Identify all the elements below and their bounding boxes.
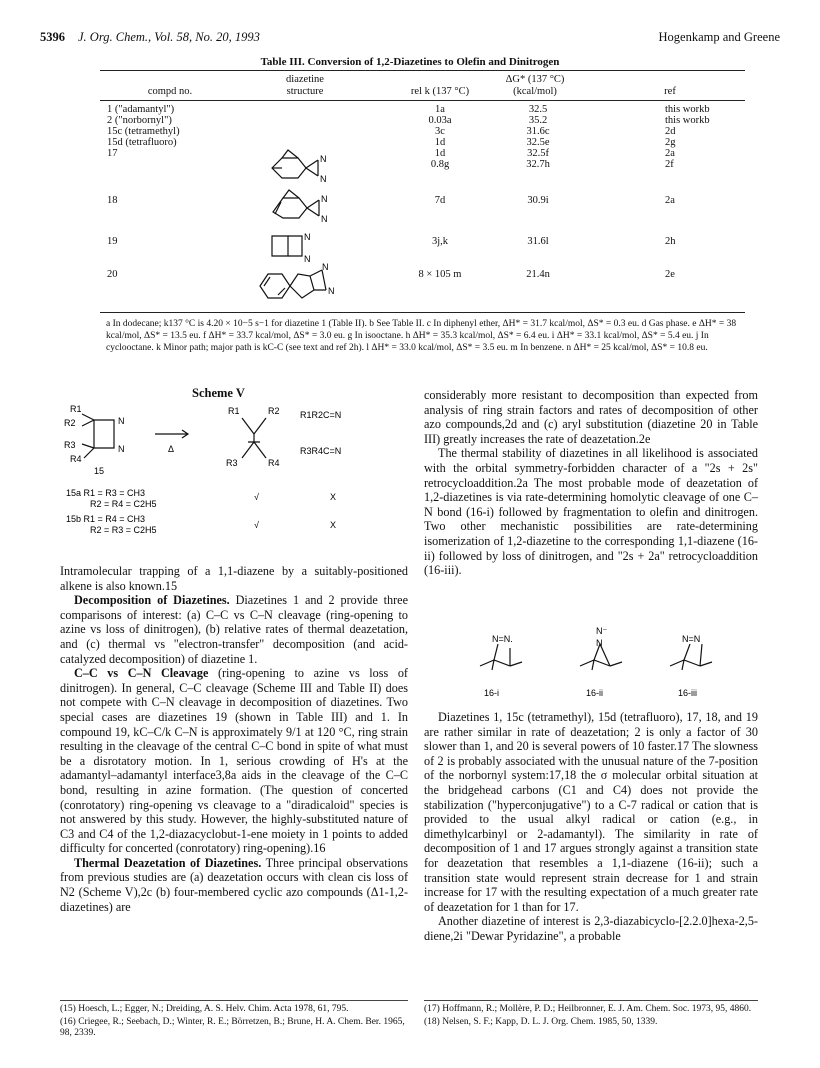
reference: (16) Criegee, R.; Seebach, D.; Winter, R. E.; Börretzen, B.; Brune, H. A. Chem. Ber. 1965, 98, 2339. bbox=[60, 1016, 405, 1038]
table-header-rule bbox=[100, 100, 745, 101]
compound-label: 15 bbox=[94, 466, 105, 476]
reference: (17) Hoffmann, R.; Mollère, P. D.; Heilbronner, E. J. Am. Chem. Soc. 1973, 95, 4860. bbox=[424, 1004, 752, 1014]
cross-mark: X bbox=[330, 520, 337, 530]
atom-n: N=N. bbox=[492, 634, 513, 644]
table-cell-ref: 2e bbox=[665, 269, 675, 280]
paragraph: Another diazetine of interest is 2,3-diazabicyclo-[2.2.0]hexa-2,5-diene,2i "Dewar Pyridazine", a probable bbox=[424, 914, 758, 943]
atom-n: N bbox=[118, 444, 125, 454]
table-top-rule bbox=[100, 70, 745, 71]
olefin-r4: R4 bbox=[268, 458, 280, 468]
atom-n: N bbox=[321, 214, 328, 224]
table-cell-ref: 2a bbox=[665, 195, 675, 206]
table-cell-dg: 32.5f bbox=[527, 148, 549, 159]
substituent-r3: R3 bbox=[64, 440, 76, 450]
paragraph: Decomposition of Diazetines. Diazetines 1 and 2 provide three comparisons of interest: (a) C–C vs C–N cleavage (ring-opening to azine vs loss of dinitrogen), (b) relative rates of thermal deazetation, and (c) thermal vs "electron-transfer" decomposition (and acid-catalyzed decomposition) of diazetine 1. bbox=[60, 593, 409, 666]
atom-n: N bbox=[596, 638, 603, 648]
structure-20 bbox=[254, 262, 344, 310]
running-authors: Hogenkamp and Greene bbox=[658, 30, 780, 44]
table-cell-dg: 31.6l bbox=[527, 236, 549, 247]
table-cell-ref: 2f bbox=[665, 159, 674, 170]
paragraph: C–C vs C–N Cleavage (ring-opening to azine vs loss of dinitrogen). In general, C–C cleavage (Scheme III and Table II) does not compete with C–N cleavage in decomposition of diazetines. Two special cases are diazetines 19 (shown in Table III) and 1. In compound 19, kC–C/k C–N is approximately 9/1 at 120 °C, ring strain resulting in the cleavage of the central C–C bond in spite of what must be a disrotatory motion. In 1, serious crowding of H's at the adamantyl–adamantyl interface3,8a aids in the cleavage of the C–C bond, resulting in azine formation. (The question of concerted (conrotatory) ring-opening vs cleavage to a "diradicaloid" species is not answered by this study. However, the highly-substituted nature of C3 and C4 of the 1,2-diazacyclobut-1-ene moiety in 1 points to added difficulty for concerted (conrotatory) ring-opening).16 bbox=[60, 666, 408, 856]
cross-mark: X bbox=[330, 492, 337, 502]
table-title: Table III. Conversion of 1,2-Diazetines to Olefin and Dinitrogen bbox=[260, 56, 560, 68]
paragraph: considerably more resistant to decomposition than expected from analysis of ring strain factors and rates of decomposition of other azo compounds,2d and (c) aryl substitution (diazetine 20 in Table III) greatly increases the rate of deazetation.2e bbox=[424, 388, 758, 446]
table-cell-compd: 20 bbox=[107, 269, 118, 280]
table-cell-dg: 32.5 bbox=[528, 104, 548, 115]
atom-n: N bbox=[322, 262, 329, 272]
scheme-row-15b-l1: 15b R1 = R4 = CH3 bbox=[66, 514, 146, 524]
table-cell-relk: 3j,k bbox=[431, 236, 449, 247]
scheme-row-15a-l2: R2 = R4 = C2H5 bbox=[90, 499, 157, 509]
structures-16 bbox=[470, 626, 740, 706]
table-cell-dg: 30.9i bbox=[527, 195, 549, 206]
table-cell-relk: 7d bbox=[434, 195, 446, 206]
section-heading: C–C vs C–N Cleavage bbox=[74, 666, 209, 681]
table-cell-compd: 2 ("norbornyl") bbox=[107, 115, 172, 126]
right-column-bottom-text bbox=[424, 710, 758, 944]
col-header-structure-1: diazetine bbox=[286, 74, 324, 85]
journal-citation: J. Org. Chem., Vol. 58, No. 20, 1993 bbox=[78, 30, 260, 44]
structure-19 bbox=[266, 228, 326, 266]
table-cell-compd: 17 bbox=[107, 148, 118, 159]
table-bottom-rule bbox=[100, 312, 745, 313]
table-cell-relk: 1d bbox=[434, 137, 446, 148]
table-cell-compd: 19 bbox=[107, 236, 118, 247]
atom-n: N bbox=[328, 286, 335, 296]
substituent-r2: R2 bbox=[64, 418, 76, 428]
table-footnotes bbox=[106, 318, 746, 354]
references-right bbox=[424, 1004, 758, 1029]
atom-n: N⁻ bbox=[596, 626, 608, 636]
table-cell-compd: 15c (tetramethyl) bbox=[107, 126, 180, 137]
check-mark: √ bbox=[254, 492, 259, 502]
table-cell-dg: 31.6c bbox=[526, 126, 550, 137]
scheme-row-15a-l1: 15a R1 = R3 = CH3 bbox=[66, 488, 146, 498]
table-cell-relk: 0.03a bbox=[428, 115, 452, 126]
structure-17 bbox=[262, 146, 332, 190]
table-cell-dg: 21.4n bbox=[526, 269, 550, 280]
table-cell-ref: this workb bbox=[665, 104, 710, 115]
col-header-compd: compd no. bbox=[147, 86, 193, 97]
table-cell-compd: 1 ("adamantyl") bbox=[107, 104, 175, 115]
paragraph: The thermal stability of diazetines in all likelihood is associated with the orbital symmetry-forbidden character of a "2s + 2s" retrocycloaddition.2a The most probable mode of deazetation of 1,2-diazetines is via rate-determining homolytic cleavage of one C–N bond (16-i) followed by fragmentation to olefin and dinitrogen. Two other mechanistic possibilities are rate-determining isomerization of 1,2-diazetine to the corresponding 1,1-diazene (16-ii) followed by loss of dinitrogen, and "2s + 2a" retrocycloaddition (16-iii). bbox=[424, 446, 758, 578]
table-cell-compd: 18 bbox=[107, 195, 118, 206]
table-cell-ref: 2g bbox=[665, 137, 676, 148]
olefin-r3: R3 bbox=[226, 458, 238, 468]
table-cell-relk: 3c bbox=[435, 126, 445, 137]
reference: (15) Hoesch, L.; Egger, N.; Dreiding, A. S. Helv. Chim. Acta 1978, 61, 795. bbox=[60, 1004, 349, 1014]
table-cell-ref: this workb bbox=[665, 115, 710, 126]
running-header bbox=[40, 30, 780, 48]
footnote-rule bbox=[424, 1000, 758, 1001]
table-cell-relk: 1d bbox=[434, 148, 446, 159]
atom-n: N bbox=[320, 154, 327, 164]
check-mark: √ bbox=[254, 520, 259, 530]
label-16-ii: 16-ii bbox=[586, 688, 604, 698]
olefin-r1: R1 bbox=[228, 406, 240, 416]
heat-delta: Δ bbox=[168, 444, 175, 454]
table-cell-ref: 2h bbox=[665, 236, 676, 247]
table-cell-dg: 32.5e bbox=[526, 137, 550, 148]
table-cell-dg: 35.2 bbox=[528, 115, 548, 126]
table-cell-ref: 2d bbox=[665, 126, 676, 137]
col-header-structure-2: structure bbox=[286, 86, 324, 97]
substituent-r4: R4 bbox=[70, 454, 82, 464]
left-column-text bbox=[60, 564, 408, 914]
atom-n: N bbox=[321, 194, 328, 204]
col-header-relk: rel k (137 °C) bbox=[410, 86, 470, 97]
scheme-title: Scheme V bbox=[192, 386, 245, 400]
footnote-text: a In dodecane; k137 °C is 4.20 × 10−5 s−1 for diazetine 1 (Table II). b See Table II. c In diphenyl ether, ΔH* = 31.7 kcal/mol, ΔS* = 0.3 eu. d Gas phase. e ΔH* = 38 kcal/mol, ΔS* = 13.5 eu. f ΔH* = 33.7 kcal/mol, ΔS* = 3.0 eu. g In isooctane. h ΔH* = 35.3 kcal/mol, ΔS* = 6.4 eu. i ΔH* = 33.1 kcal/mol, ΔS* = 5.4 eu. j In cyclooctane. k Minor path; major path is kC-C (see text and ref 2h). l ΔH* = 33.0 kcal/mol, ΔS* = 3.5 eu. m In benzene. n ΔH* = 25 kcal/mol, ΔS* = 10.8 eu. bbox=[106, 319, 737, 353]
paragraph: Intramolecular trapping of a 1,1-diazene by a suitably-positioned alkene is also known.15 bbox=[60, 564, 408, 593]
col-header-ref: ref bbox=[664, 86, 676, 97]
scheme-row-15b-l2: R2 = R3 = C2H5 bbox=[90, 525, 157, 535]
table-cell-relk: 0.8g bbox=[430, 159, 450, 170]
paragraph: Diazetines 1, 15c (tetramethyl), 15d (tetrafluoro), 17, 18, and 19 are rather similar in rate of deazetation; 2 is only a factor of 30 slower than 1, and 20 is several powers of 10 faster.17 The slowness of 2 is probably associated with the unusual nature of the 7-position of the norbornyl system:17,18 the σ molecular orbital situation at the bridgehead carbons (C1 and C4) does not provide the stabilization ("hyperconjugative") to a C-7 radical or cation that is provided to the usual alkyl radical or cation (e.g., in dimethylcarbinyl or 2-adamantyl). The similarity in rate of decomposition of 1 and 17 argues strongly against a transition state for deazetation that resembles a 1,1-diazene (16-ii); such a transition state would represent strain decrease for 1 and strain increase for 17 with the resulting expectation of a much greater rate of deazetation for 1 than for 17. bbox=[424, 710, 758, 914]
table-cell-dg: 32.7h bbox=[526, 159, 550, 170]
atom-n: N=N bbox=[682, 634, 701, 644]
table-cell-relk: 1a bbox=[435, 104, 445, 115]
footnote-rule bbox=[60, 1000, 408, 1001]
references-left bbox=[60, 1004, 408, 1041]
atom-n: N bbox=[304, 232, 311, 242]
atom-n: N bbox=[304, 254, 311, 264]
structure-18 bbox=[265, 186, 335, 226]
table-cell-compd: 15d (tetrafluoro) bbox=[107, 137, 177, 148]
col-header-dg-2: (kcal/mol) bbox=[513, 86, 557, 97]
page-number: 5396 bbox=[40, 30, 65, 44]
reference: (18) Nelsen, S. F.; Kapp, D. L. J. Org. Chem. 1985, 50, 1339. bbox=[424, 1016, 658, 1027]
paragraph: Thermal Deazetation of Diazetines. Three principal observations from previous studies are (a) deazetation occurs with clean cis loss of N2 (Scheme V),2c (b) four-membered cyclic azo compounds (Δ1-1,2-diazetines) are bbox=[60, 855, 408, 914]
label-16-i: 16-i bbox=[484, 688, 500, 698]
section-heading: Decomposition of Diazetines. bbox=[74, 593, 230, 608]
table-cell-ref: 2a bbox=[665, 148, 675, 159]
atom-n: N bbox=[320, 174, 327, 184]
col-header-dg-1: ΔG* (137 °C) bbox=[505, 74, 565, 85]
olefin-r2: R2 bbox=[268, 406, 280, 416]
atom-n: N bbox=[118, 416, 125, 426]
section-heading: Thermal Deazetation of Diazetines. bbox=[74, 855, 262, 870]
substituent-r1: R1 bbox=[70, 404, 82, 414]
scheme-v-reaction bbox=[60, 404, 370, 534]
azine-bottom: R3R4C=N bbox=[300, 446, 342, 456]
table-cell-relk: 8 × 105 m bbox=[418, 269, 462, 280]
azine-top: R1R2C=N bbox=[300, 410, 342, 420]
label-16-iii: 16-iii bbox=[678, 688, 698, 698]
right-column-top-text bbox=[424, 388, 758, 578]
